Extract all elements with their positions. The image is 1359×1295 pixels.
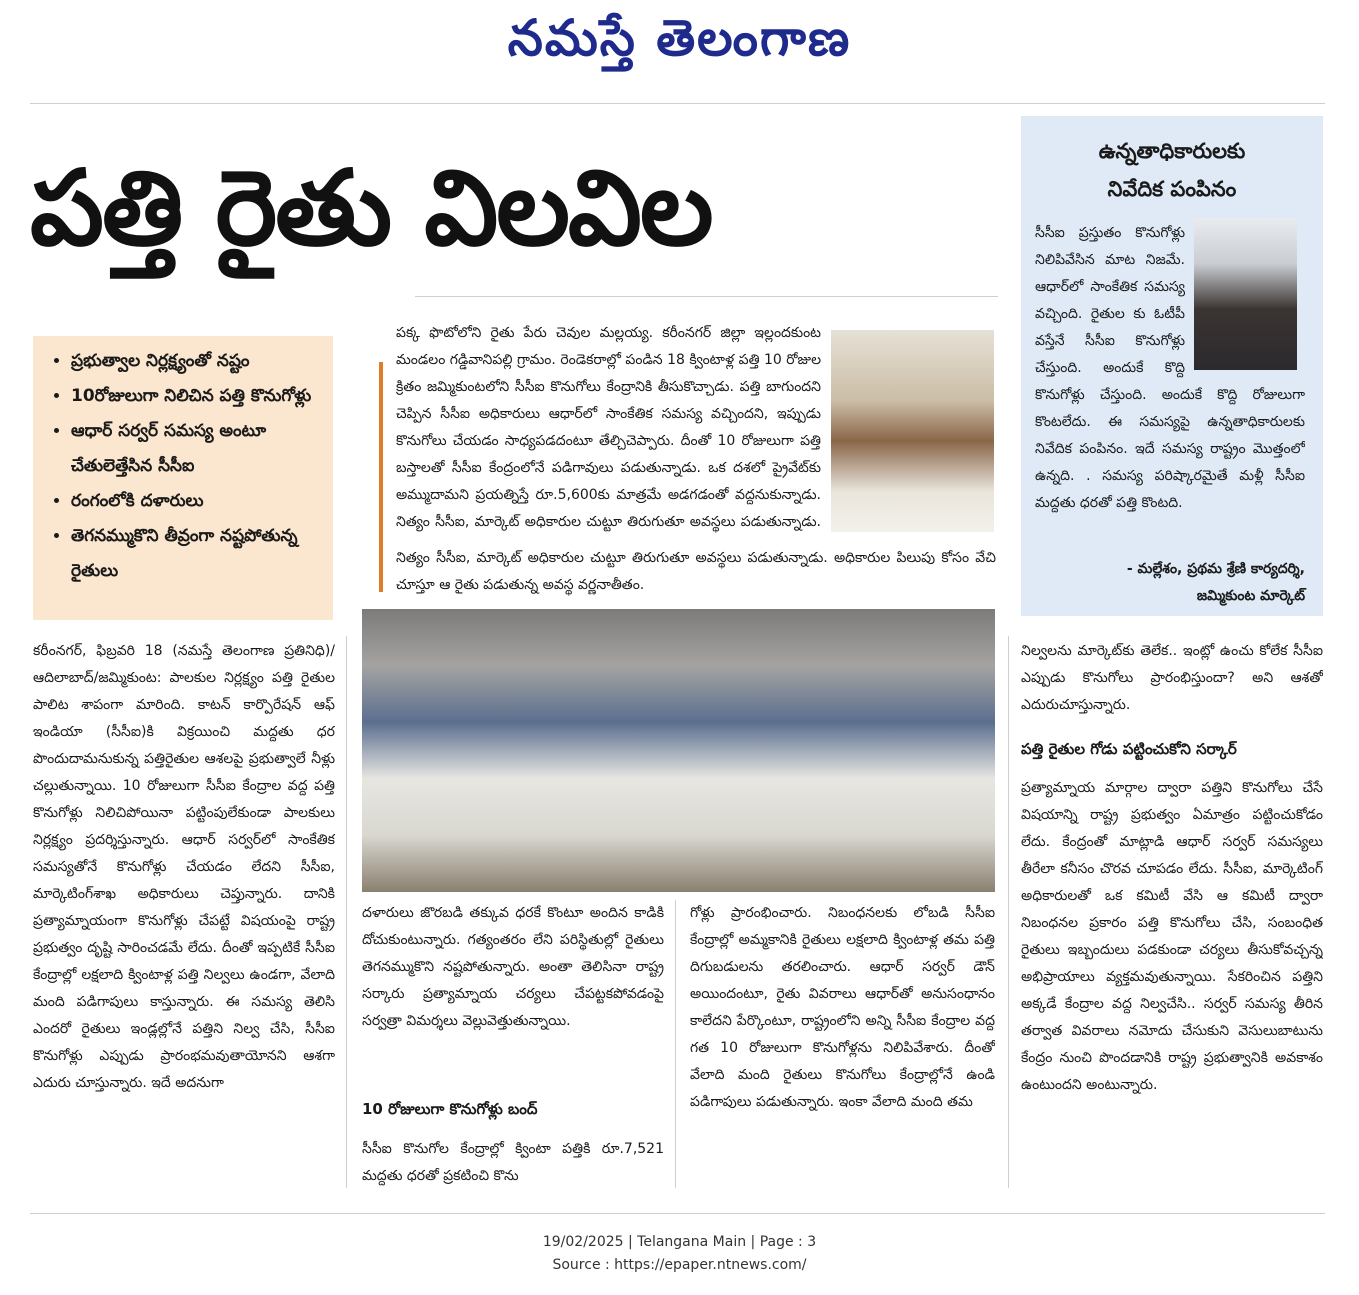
lead-text-cont: నిత్యం సీసీఐ, మార్కెట్ అధికారుల చుట్టూ తిరుగుతూ అవస్థలు పడుతున్నాడు. అధికారుల పిలుపు కోసం వేచి చూస్తూ ఆ రైతు పడుతున్న అవస్థ వర్ణనాతీతం. bbox=[396, 550, 996, 593]
column-divider bbox=[675, 900, 676, 1188]
quote-body-narrow bbox=[1035, 220, 1185, 380]
quote-signature bbox=[1035, 556, 1305, 610]
quote-body-cont: కొనుగోళ్లు చేస్తుంది. అందుకే కొద్ది రోజులుగా కొంటలేదు. ఈ సమస్యపై ఉన్నతాధికారులకు నివేదిక పంపినం. ఇదే సమస్య రాష్ట్రం మొత్తంలో ఉన్నది. . సమస్య పరిష్కారమైతే మళ్లీ సీసీఐ మద్దతు ధరతో పత్తి కొంటది. bbox=[1035, 387, 1305, 511]
highlight-item: • ప్రభుత్వాల నిర్లక్ష్యంతో నష్టం bbox=[71, 344, 333, 379]
column-2 bbox=[362, 900, 664, 1090]
column-4b-text: ప్రత్యామ్నాయ మార్గాల ద్వారా పత్తిని కొనుగోలు చేసే విషయాన్ని రాష్ట్ర ప్రభుత్వం ఏమాత్రం పట్టించుకోడం లేదు. కేంద్రంతో మాట్లాడి ఆధార్ సర్వర్ సమస్యలు తీరేలా కనీసం చొరవ చూపడం లేదు. సీసీఐ, మార్కెటింగ్ అధికారులతో ఒక కమిటీ వేసి ఆ కమిటీ ద్వారా నిబంధనల ప్రకారం పత్తి కొనుగోలు చేసి, సంబంధిత రైతులు ఇబ్బందులు పడకుండా చర్యలు తీసుకోవచ్చన్న అభిప్రాయాలు వ్యక్తమవుతున్నాయి. సేకరించిన పత్తిని అక్కడే కేంద్రాల వద్ద నిల్వచేసి.. సర్వర్ సమస్య తీరిన తర్వాత వివరాలు నమోదు చేసుకుని వెసులుబాటును కేంద్రం నుంచి పొందడానికి రాష్ట్ర ప్రభుత్వానికి అవకాశం ఉంటుందని అంటున్నారు. bbox=[1021, 780, 1323, 1093]
highlights-box bbox=[33, 336, 333, 620]
column-2b-text: సీసీఐ కొనుగోల కేంద్రాల్లో క్వింటా పత్తికి రూ.7,521 మద్దతు ధరతో ప్రకటించి కొను bbox=[362, 1141, 664, 1184]
official-photo bbox=[1194, 218, 1297, 370]
footer-date-page: 19/02/2025 | Telangana Main | Page : 3 bbox=[542, 1234, 817, 1250]
quote-heading-line1: ఉన్నతాధికారులకు bbox=[1098, 139, 1246, 163]
cotton-heap-photo bbox=[362, 609, 995, 892]
column-4b bbox=[1021, 775, 1323, 1189]
signature-place: జమ్మికుంట మార్కెట్ bbox=[1196, 588, 1305, 604]
column-4a bbox=[1021, 638, 1323, 722]
quote-heading-line2: నివేదిక పంపినం bbox=[1107, 177, 1237, 201]
subhead-purchase-halt: 10 రోజులుగా కొనుగోళ్లు బంద్ bbox=[362, 1100, 538, 1118]
highlight-item: • రంగంలోకి దళారులు bbox=[71, 484, 333, 519]
highlight-item: • 10రోజులుగా నిలిచిన పత్తి కొనుగోళ్లు bbox=[71, 379, 333, 414]
column-2-text: దళారులు జొరబడి తక్కువ ధరకే కొంటూ అందిన కాడికి దోచుకుంటున్నారు. గత్యంతరం లేని పరిస్థితుల్లో రైతులు తెగనమ్ముకొని నష్టపోతున్నారు. అంతా తెలిసినా రాష్ట్ర సర్కారు ప్రత్యామ్నాయ చర్యలు చేపట్టకపోవడంపై సర్వత్రా విమర్శలు వెల్లువెత్తుతున్నాయి. bbox=[362, 905, 664, 1029]
subhead-govt-ignores: పత్తి రైతుల గోడు పట్టించుకోని సర్కార్ bbox=[1021, 740, 1237, 758]
headline-divider bbox=[415, 296, 998, 297]
farmer-photo bbox=[831, 330, 994, 532]
column-divider bbox=[1008, 636, 1009, 1188]
column-4a-text: నిల్వలను మార్కెట్‌కు తెలేక.. ఇంట్లో ఉంచు కోలేక సీసీఐ ఎప్పుడు కొనుగోలు ప్రారంభిస్తుందా? అని ఆశతో ఎదురుచూస్తున్నారు. bbox=[1021, 643, 1323, 713]
lead-text-wide bbox=[396, 545, 996, 599]
lead-text-narrow bbox=[396, 320, 821, 536]
footer-source: Source : https://epaper.ntnews.com/ bbox=[552, 1257, 807, 1273]
quote-heading bbox=[1021, 116, 1323, 208]
column-2b bbox=[362, 1136, 664, 1190]
highlight-item: • ఆధార్ సర్వర్ సమస్య అంటూ చేతులెత్తేసిన సీసీఐ bbox=[71, 414, 333, 484]
signature-name: - మల్లేశం, ప్రథమ శ్రేణి కార్యదర్శి, bbox=[1126, 561, 1305, 577]
column-divider bbox=[346, 636, 347, 1188]
column-1 bbox=[33, 638, 335, 1188]
masthead-logo: నమస్తే తెలంగాణ bbox=[507, 8, 852, 67]
lead-text: పక్క ఫొటోలోని రైతు పేరు చెవుల మల్లయ్య. కరీంనగర్ జిల్లా ఇల్లందకుంట మండలం గడ్డివానిపల్లి గ్రామం. రెండెకరాల్లో పండిన 18 క్వింటాళ్ల పత్తి 10 రోజుల క్రితం జమ్మికుంటలోని సీసీఐ కొనుగోలు కేంద్రానికి తీసుకొచ్చాడు. పత్తి బాగుందని చెప్పిన సీసీఐ అధికారులు ఆధార్‌లో సాంకేతిక సమస్య వచ్చిందని, ఇప్పుడు కొనుగోలు చేయడం సాధ్యపడదంటూ తేల్చిచెప్పారు. దీంతో 10 రోజులుగా పత్తి బస్తాలతో సీసీఐ కేంద్రంలోనే పడిగావులు పడుతున్నాడు. ఒక దశలో ప్రైవేట్‌కు అమ్ముదామని ప్రయత్నిస్తే రూ.5,600కు మాత్రమే అడగడంతో వద్దనుకున్నాడు. నిత్యం సీసీఐ, మార్కెట్ అధికారుల చుట్టూ తిరుగుతూ అవస్థలు పడుతున్నాడు. bbox=[396, 325, 821, 530]
column-3 bbox=[690, 900, 995, 1190]
column-1-text: కరీంనగర్, ఫిబ్రవరి 18 (నమస్తే తెలంగాణ ప్రతినిధి)/ఆదిలాబాద్/జమ్మికుంట: పాలకుల నిర్లక్ష్యం పత్తి రైతుల పాలిట శాపంగా మారింది. కాటన్ కార్పొరేషన్ ఆఫ్ ఇండియా (సీసీఐ)కి విక్రయించి మద్దతు ధర పొందుదామనుకున్న పత్తిరైతుల ఆశలపై ప్రభుత్వాలే నీళ్లు చల్లుతున్నాయి. 10 రోజులుగా సీసీఐ కేంద్రాల వద్ద పత్తి కొనుగోళ్లు నిలిచిపోయినా పట్టింపులేకుండా పాలకులు నిర్లక్ష్యం ప్రదర్శిస్తున్నారు. ఆధార్ సర్వర్‌లో సాంకేతిక సమస్యతోనే కొనుగోళ్లు చేయడం లేదని సీసీఐ, మార్కెటింగ్‌శాఖ అధికారులు చెప్తున్నారు. దానికి ప్రత్యామ్నాయంగా కొనుగోళ్లు చేపట్టే విషయంపై రాష్ట్ర ప్రభుత్వం దృష్టి సారించడమే లేదు. దీంతో ఇప్పటికే సీసీఐ కేంద్రాల్లో లక్షలాది క్వింటాళ్ల పత్తి నిల్వలు ఉండగా, వేలాది మంది పడిగాపులు కాస్తున్నారు. ఈ సమస్య తెలిసి ఎందరో రైతులు ఇండ్లల్లోనే పత్తిని నిల్వ చేసి, సీసీఐ కొనుగోళ్లు ఎప్పుడు ప్రారంభమవుతాయోనని ఆశగా ఎదురు చూస్తున్నారు. ఇదే అదనుగా bbox=[33, 643, 335, 1091]
quote-body-text: సీసీఐ ప్రస్తుతం కొనుగోళ్లు నిలిపివేసిన మాట నిజమే. ఆధార్‌లో సాంకేతిక సమస్య వచ్చింది. రైతుల కు ఓటీపీ వస్తేనే సీసీఐ కొనుగోళ్లు చేస్తుంది. అందుకే కొద్ది bbox=[1035, 225, 1185, 376]
lead-accent-bar bbox=[379, 362, 383, 592]
quote-body-wide bbox=[1035, 382, 1305, 546]
bottom-divider bbox=[30, 1213, 1325, 1214]
column-3-text: గోళ్లు ప్రారంభించారు. నిబంధనలకు లోబడి సీసీఐ కేంద్రాల్లో అమ్మకానికి రైతులు లక్షలాది క్వింటాళ్ల తమ పత్తి దిగుబడులను తరలించారు. ఆధార్ సర్వర్ డౌన్ అయిందంటూ, రైతు వివరాలు ఆధార్‌తో అనుసంధానం కాలేదని పేర్కొంటూ, రాష్ట్రంలోని అన్ని సీసీఐ కేంద్రాల వద్ద గత 10 రోజులుగా కొనుగోళ్లను నిలిపివేశారు. దీంతో వేలాది మంది రైతులు కొనుగోలు కేంద్రాల్లోనే ఉండి పడిగాపులు పడుతున్నారు. ఇంకా వేలాది మంది తమ bbox=[690, 905, 995, 1110]
top-divider bbox=[30, 103, 1325, 104]
highlight-item: • తెగనమ్ముకొని తీవ్రంగా నష్టపోతున్న రైతులు bbox=[71, 519, 333, 589]
page-headline: పత్తి రైతు విలవిల bbox=[30, 147, 712, 269]
